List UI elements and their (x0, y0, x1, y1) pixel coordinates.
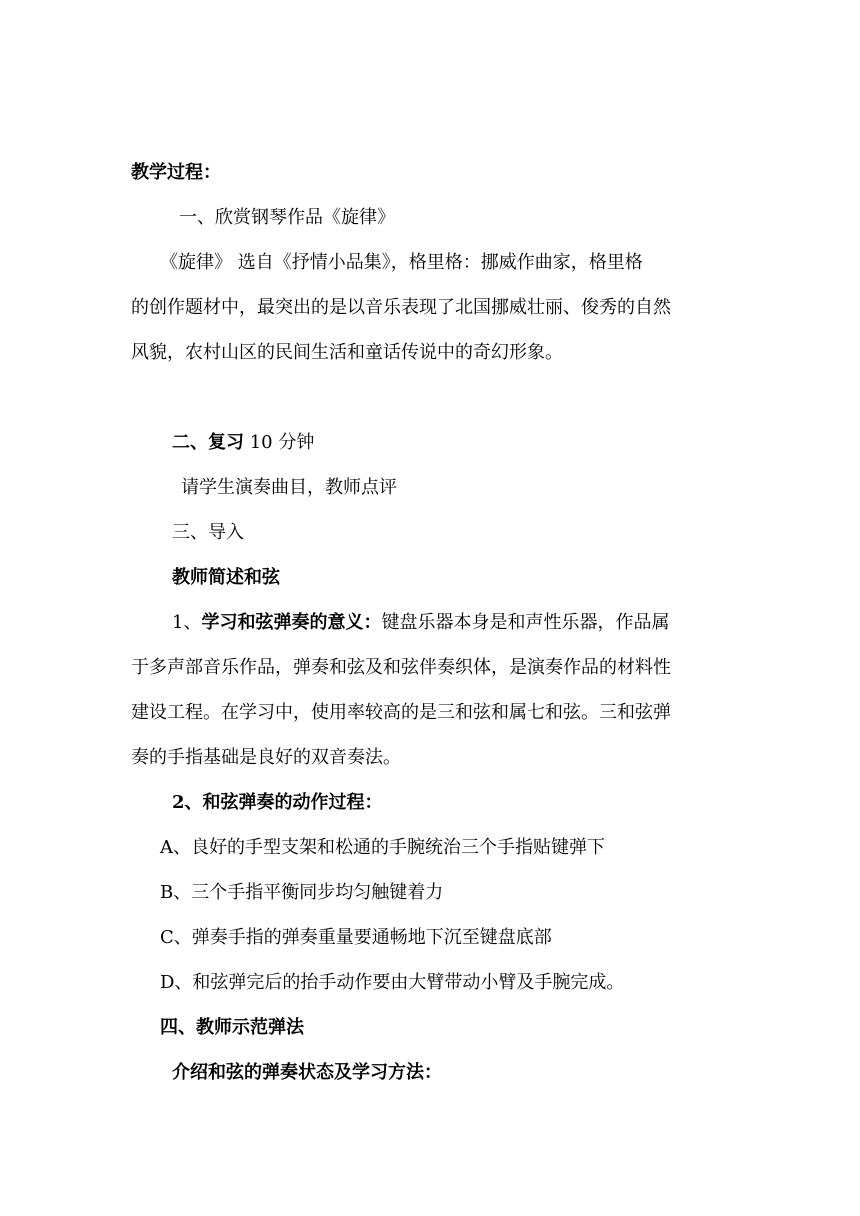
section1-para-line-1: 《旋律》 选自《抒情小品集》，格里格：挪威作曲家，格里格 (160, 252, 643, 273)
item1-line-2: 于多声部音乐作品，弹奏和弦及和弦伴奏织体，是演奏作品的材料性 (131, 657, 671, 678)
section3-subtitle: 教师简述和弦 (172, 567, 280, 588)
item2-step-b: B、三个手指平衡同步均匀触键着力 (160, 882, 444, 903)
item1-first-line (172, 611, 669, 635)
item1-line-4: 奏的手指基础是良好的双音奏法。 (131, 747, 401, 768)
section3-title: 三、导入 (172, 522, 244, 543)
item1-line-1: 键盘乐器本身是和声性乐器，作品属 (381, 612, 670, 633)
item2-step-c: C、弹奏手指的弹奏重量要通畅地下沉至键盘底部 (160, 927, 552, 948)
section1-para-line-3: 风貌，农村山区的民间生活和童话传说中的奇幻形象。 (131, 342, 563, 363)
section2-text: 请学生演奏曲目，教师点评 (181, 477, 397, 498)
item1-prefix: 1、 (172, 612, 202, 633)
item2-step-a: A、良好的手型支架和松通的手腕统治三个手指贴键弹下 (160, 837, 605, 858)
item1-label: 学习和弦弹奏的意义： (201, 612, 382, 633)
item2-title: 2、和弦弹奏的动作过程： (172, 792, 383, 813)
item1-line-3: 建设工程。在学习中，使用率较高的是三和弦和属七和弦。三和弦弹 (131, 702, 671, 723)
section4-title: 四、教师示范弹法 (160, 1017, 304, 1038)
item2-step-d: D、和弦弹完后的抬手动作要由大臂带动小臂及手腕完成。 (160, 972, 625, 993)
section2-title: 二、复习 (172, 432, 244, 453)
section4-subtitle: 介绍和弦的弹奏状态及学习方法： (172, 1062, 442, 1083)
heading-teaching-process: 教学过程： (131, 162, 221, 183)
section2-title-line (172, 431, 314, 455)
section2-duration: 10 分钟 (244, 432, 315, 453)
section1-title: 一、欣赏钢琴作品《旋律》 (179, 207, 395, 228)
section1-para-line-2: 的创作题材中，最突出的是以音乐表现了北国挪威壮丽、俊秀的自然 (131, 297, 671, 318)
